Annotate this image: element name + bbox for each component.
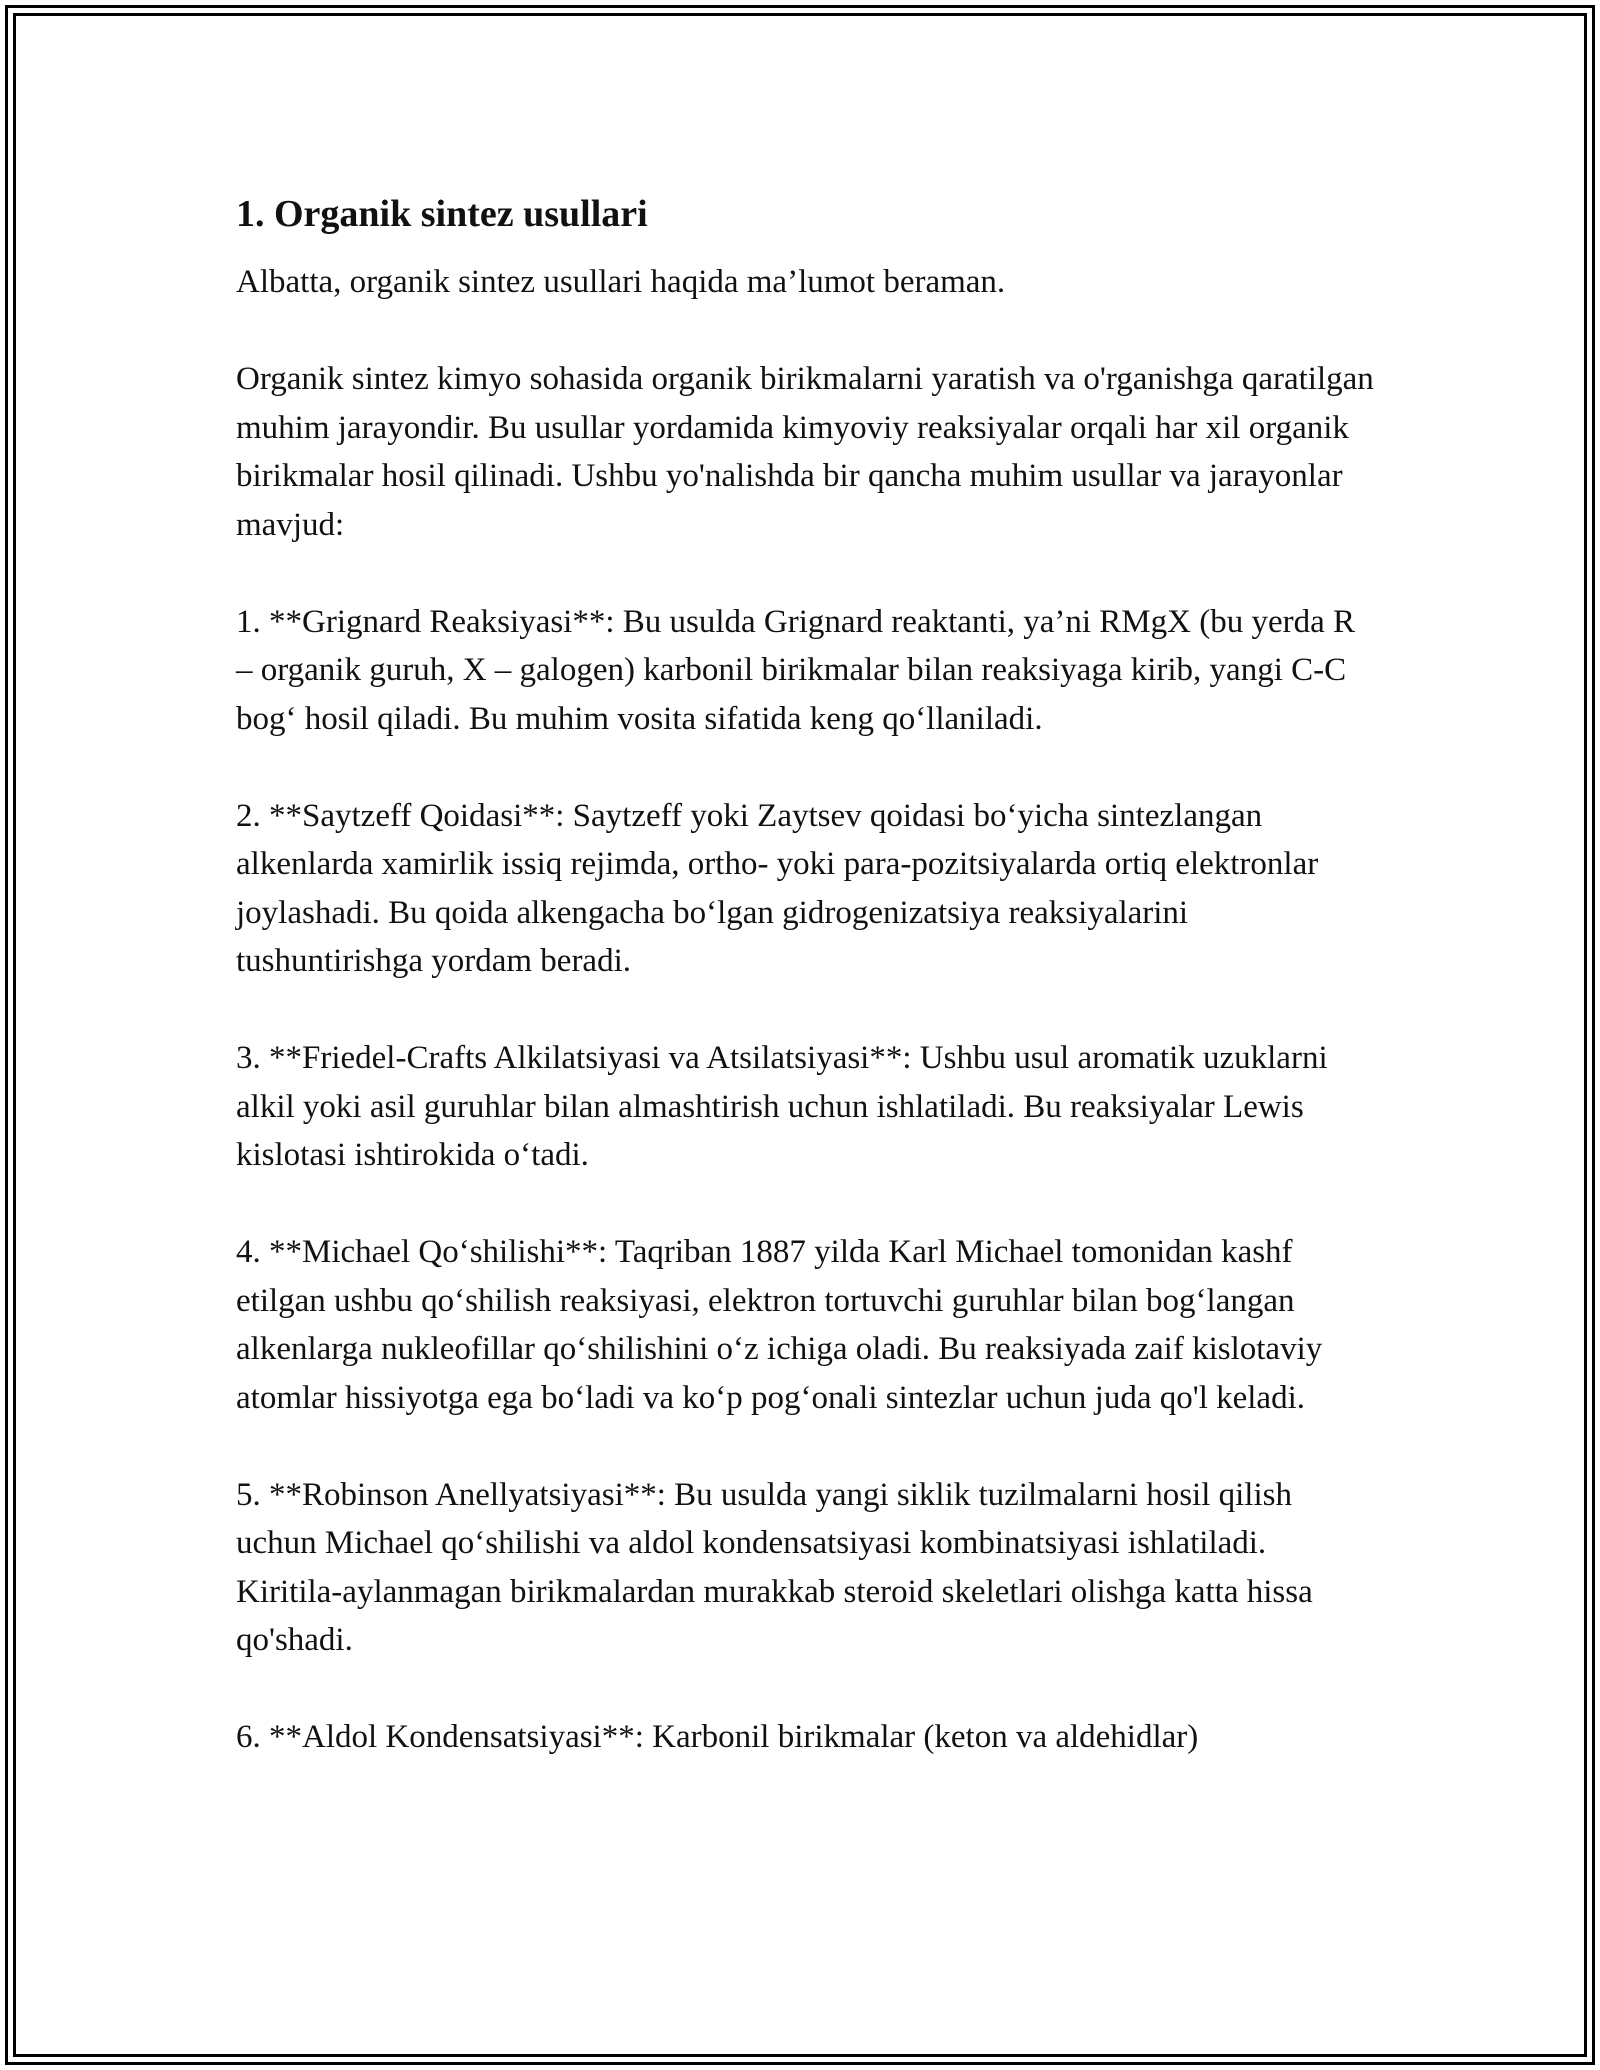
paragraph-michael: 4. **Michael Qo‘shilishi**: Taqriban 1887 yilda Karl Michael tomonidan kashf etilgan ushbu qo‘shilish reaksiyasi, elektron tortuvchi guruhlar bilan bog‘langan alkenlarga nukleofillar qo‘shilishini o‘z ichiga oladi. Bu reaksiyada zaif kislotaviy atomlar hissiyotga ega bo‘ladi va ko‘p pog‘onali sintezlar uchun juda qo'l keladi. <box>236 1234 1323 1416</box>
document-body <box>236 186 1376 1810</box>
paragraph-robinson: 5. **Robinson Anellyatsiyasi**: Bu usulda yangi siklik tuzilmalarni hosil qilish uchun Michael qo‘shilishi va aldol kondensatsiyasi kombinatsiyasi ishlatiladi. Kiritila-aylanmagan birikmalardan murakkab steroid skeletlari olishga katta hissa qo'shadi. <box>236 1476 1313 1658</box>
paragraph-friedel-crafts: 3. **Friedel-Crafts Alkilatsiyasi va Atsilatsiyasi**: Ushbu usul aromatik uzuklarni alkil yoki asil guruhlar bilan almashtirish uchun ishlatiladi. Bu reaksiyalar Lewis kislotasi ishtirokida o‘tadi. <box>236 1040 1328 1173</box>
paragraph-grignard: 1. **Grignard Reaksiyasi**: Bu usulda Grignard reaktanti, ya’ni RMgX (bu yerda R – organik guruh, X – galogen) karbonil birikmalar bilan reaksiyaga kirib, yangi C-C bog‘ hosil qiladi. Bu muhim vosita sifatida keng qo‘llaniladi. <box>236 603 1356 737</box>
paragraph-intro: Albatta, organik sintez usullari haqida ma’lumot beraman. <box>236 264 1006 300</box>
document-title: 1. Organik sintez usullari <box>236 193 648 235</box>
paragraph-saytzeff: 2. **Saytzeff Qoidasi**: Saytzeff yoki Zaytsev qoidasi bo‘yicha sintezlangan alkenlarda xamirlik issiq rejimda, ortho- yoki para-pozitsiyalarda ortiq elektronlar joylashadi. Bu qoida alkengacha bo‘lgan gidrogenizatsiya reaksiyalarini tushuntirishga yordam beradi. <box>236 797 1319 979</box>
paragraph-aldol: 6. **Aldol Kondensatsiyasi**: Karbonil birikmalar (keton va aldehidlar) <box>236 1719 1199 1755</box>
paragraph-overview: Organik sintez kimyo sohasida organik birikmalarni yaratish va o'rganishga qaratilgan muhim jarayondir. Bu usullar yordamida kimyoviy reaksiyalar orqali har xil organik birikmalar hosil qilinadi. Ushbu yo'nalishda bir qancha muhim usullar va jarayonlar mavjud: <box>236 361 1374 543</box>
